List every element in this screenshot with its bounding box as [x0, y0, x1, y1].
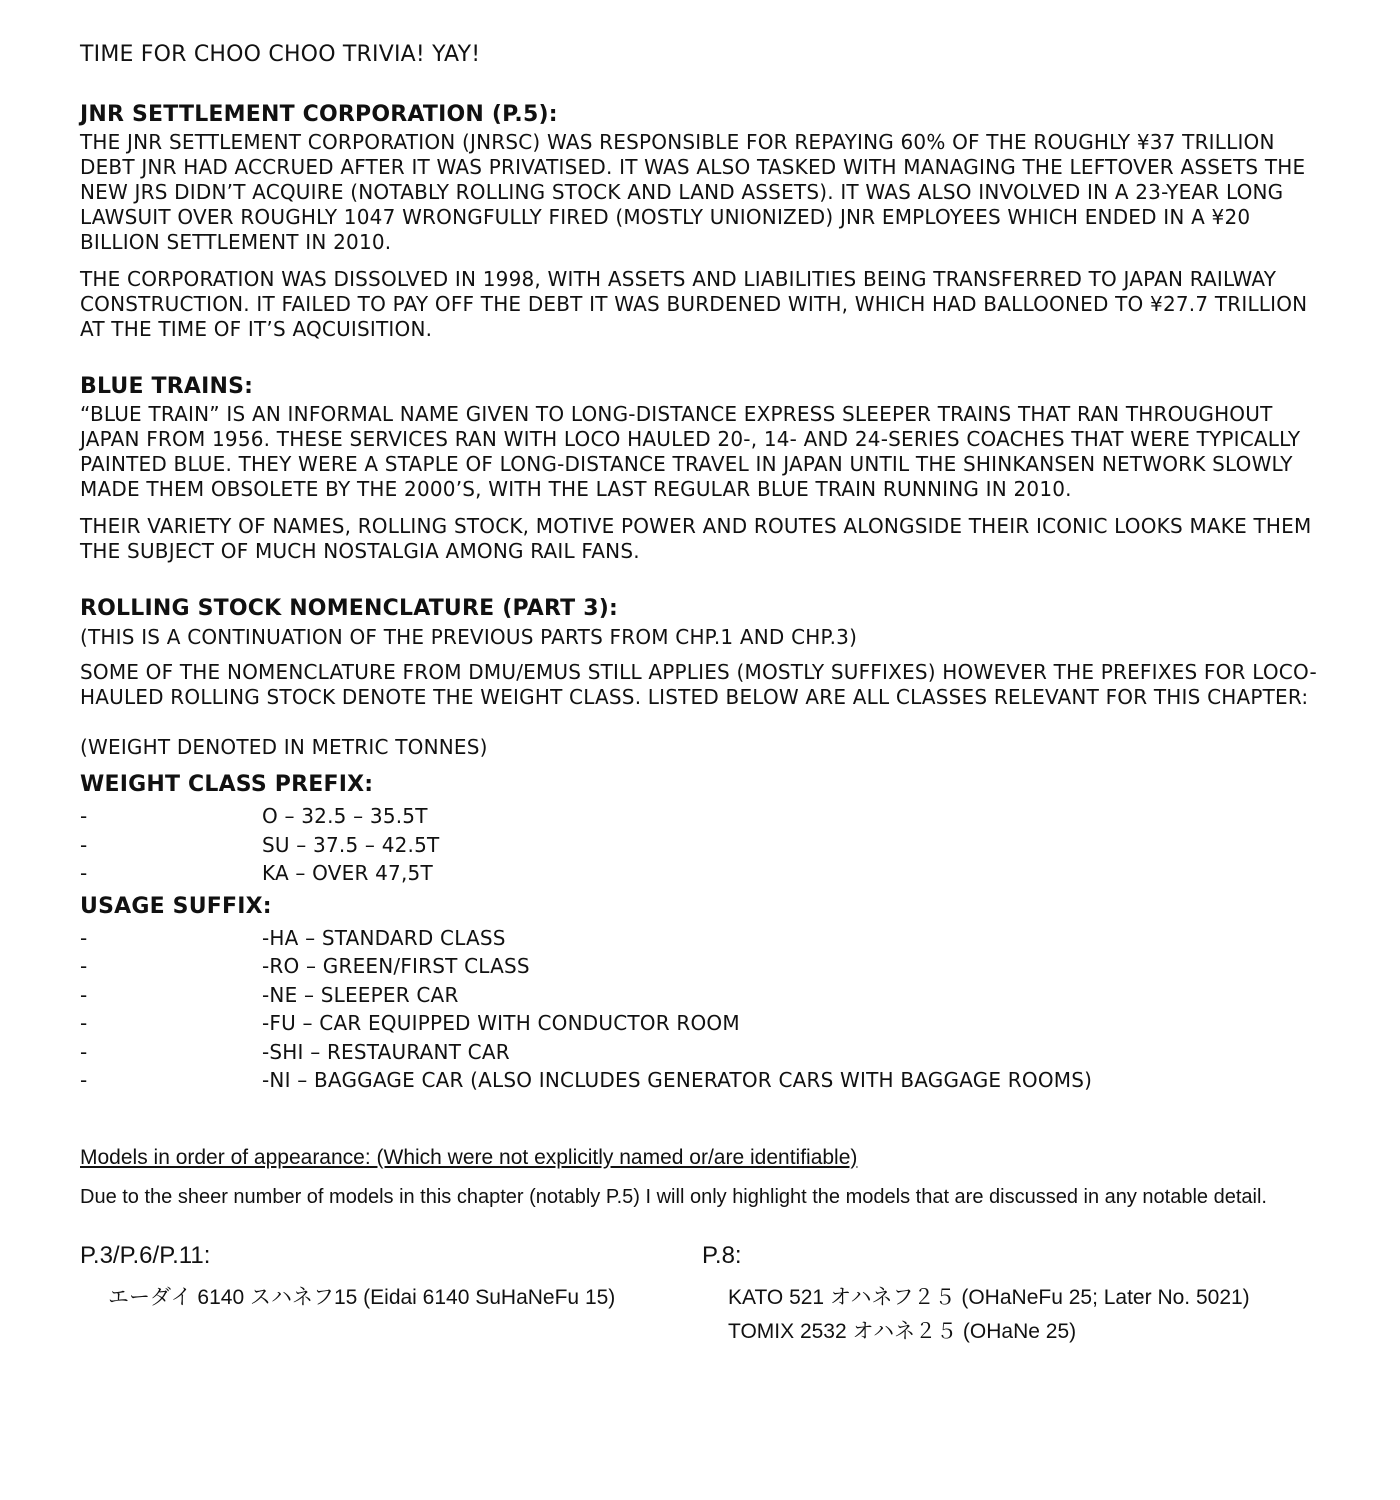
prefix-text: SU – 37.5 – 42.5T [262, 832, 440, 857]
bullet: - [80, 982, 88, 1007]
models-column-left [80, 1241, 702, 1349]
bullet: - [80, 1039, 88, 1064]
models-column-right [702, 1241, 1320, 1349]
section-title: ROLLING STOCK NOMENCLATURE (PART 3): [80, 596, 618, 621]
bullet: - [80, 804, 88, 828]
prefix-text: O – 32.5 – 35.5T [262, 804, 428, 828]
suffix-text: -NI – BAGGAGE CAR (ALSO INCLUDES GENERATOR CARS WITH BAGGAGE ROOMS) [262, 1068, 1093, 1092]
bullet: - [80, 861, 88, 885]
bullet: - [80, 954, 88, 978]
list-item [80, 802, 1320, 831]
bullet: - [80, 1068, 88, 1092]
paragraph: THE CORPORATION WAS DISSOLVED IN 1998, WITH ASSETS AND LIABILITIES BEING TRANSFERRED TO JAPAN RAILWAY CONSTRUCTION. IT FAILED TO PAY OFF THE DEBT IT WAS BURDENED WITH, WHICH HAD BALLOONED TO ¥27.7 TRILLION AT THE TIME OF IT’S AQCUISITION. [80, 267, 1308, 341]
suffix-text: -NE – SLEEPER CAR [262, 982, 459, 1007]
models-note: Due to the sheer number of models in this chapter (notably P.5) I will only highlight the models that are discussed in any notable detail. [80, 1185, 1267, 1208]
list-item [80, 859, 1320, 888]
paragraph: SOME OF THE NOMENCLATURE FROM DMU/EMUS STILL APPLIES (MOSTLY SUFFIXES) HOWEVER THE PREFIXES FOR LOCO-HAULED ROLLING STOCK DENOTE THE WEIGHT CLASS. LISTED BELOW ARE ALL CLASSES RELEVANT FOR THIS CHAPTER: [80, 660, 1317, 709]
bullet: - [80, 925, 88, 950]
prefix-list [80, 802, 1320, 888]
prefix-title: WEIGHT CLASS PREFIX: [80, 772, 374, 797]
paragraph: THEIR VARIETY OF NAMES, ROLLING STOCK, MOTIVE POWER AND ROUTES ALONGSIDE THEIR ICONIC LOOKS MAKE THEM THE SUBJECT OF MUCH NOSTALGIA AMONG RAIL FANS. [80, 514, 1312, 563]
intro-text: TIME FOR CHOO CHOO TRIVIA! YAY! [80, 42, 481, 67]
page-reference: P.3/P.6/P.11: [80, 1241, 211, 1269]
suffix-text: -RO – GREEN/FIRST CLASS [262, 954, 530, 978]
models-heading: Models in order of appearance: (Which were not explicitly named or/are identifiable) [80, 1145, 858, 1169]
section-title: JNR SETTLEMENT CORPORATION (P.5): [80, 102, 558, 127]
list-item [80, 1038, 1320, 1067]
list-item [80, 1066, 1320, 1095]
section-nomenclature [80, 594, 1320, 1095]
list-item [80, 1009, 1320, 1038]
section-title: BLUE TRAINS: [80, 374, 254, 399]
models-columns [80, 1241, 1320, 1349]
suffix-text: -FU – CAR EQUIPPED WITH CONDUCTOR ROOM [262, 1011, 740, 1035]
continuation-note: (THIS IS A CONTINUATION OF THE PREVIOUS PARTS FROM CHP.1 AND CHP.3) [80, 625, 858, 649]
prefix-text: KA – OVER 47,5T [262, 861, 433, 885]
suffix-title: USAGE SUFFIX: [80, 893, 272, 919]
list-item [80, 831, 1320, 860]
section-blue-trains [80, 372, 1320, 564]
model-entry: KATO 521 オハネフ２５ (OHaNeFu 25; Later No. 5021) [728, 1285, 1250, 1309]
weight-note: (WEIGHT DENOTED IN METRIC TONNES) [80, 735, 488, 759]
suffix-text: -HA – STANDARD CLASS [262, 925, 506, 950]
section-jnr-settlement [80, 100, 1320, 342]
trivia-page [80, 40, 1320, 1349]
bullet: - [80, 832, 88, 857]
model-entry: TOMIX 2532 オハネ２５ (OHaNe 25) [728, 1319, 1077, 1343]
paragraph: “BLUE TRAIN” IS AN INFORMAL NAME GIVEN TO LONG-DISTANCE EXPRESS SLEEPER TRAINS THAT RAN THROUGHOUT JAPAN FROM 1956. THESE SERVICES RAN WITH LOCO HAULED 20-, 14- AND 24-SERIES COACHES THAT WERE TYPICALLY PAINTED BLUE. THEY WERE A STAPLE OF LONG-DISTANCE TRAVEL IN JAPAN UNTIL THE SHINKANSEN NETWORK SLOWLY MADE THEM OBSOLETE BY THE 2000’S, WITH THE LAST REGULAR BLUE TRAIN RUNNING IN 2010. [80, 402, 1301, 501]
list-item [80, 924, 1320, 953]
page-reference: P.8: [702, 1241, 742, 1269]
list-item [80, 981, 1320, 1010]
suffix-text: -SHI – RESTAURANT CAR [262, 1039, 510, 1064]
list-item [80, 952, 1320, 981]
suffix-list [80, 924, 1320, 1095]
model-entry: エーダイ 6140 スハネフ15 (Eidai 6140 SuHaNeFu 15) [108, 1285, 616, 1309]
paragraph: THE JNR SETTLEMENT CORPORATION (JNRSC) WAS RESPONSIBLE FOR REPAYING 60% OF THE ROUGHLY ¥37 TRILLION DEBT JNR HAD ACCRUED AFTER IT WAS PRIVATISED. IT WAS ALSO TASKED WITH MANAGING THE LEFTOVER ASSETS THE NEW JRS DIDN’T ACQUIRE (NOTABLY ROLLING STOCK AND LAND ASSETS). IT WAS ALSO INVOLVED IN A 23-YEAR LONG LAWSUIT OVER ROUGHLY 1047 WRONGFULLY FIRED (MOSTLY UNIONIZED) JNR EMPLOYEES WHICH ENDED IN A ¥20 BILLION SETTLEMENT IN 2010. [80, 130, 1306, 254]
bullet: - [80, 1011, 88, 1035]
